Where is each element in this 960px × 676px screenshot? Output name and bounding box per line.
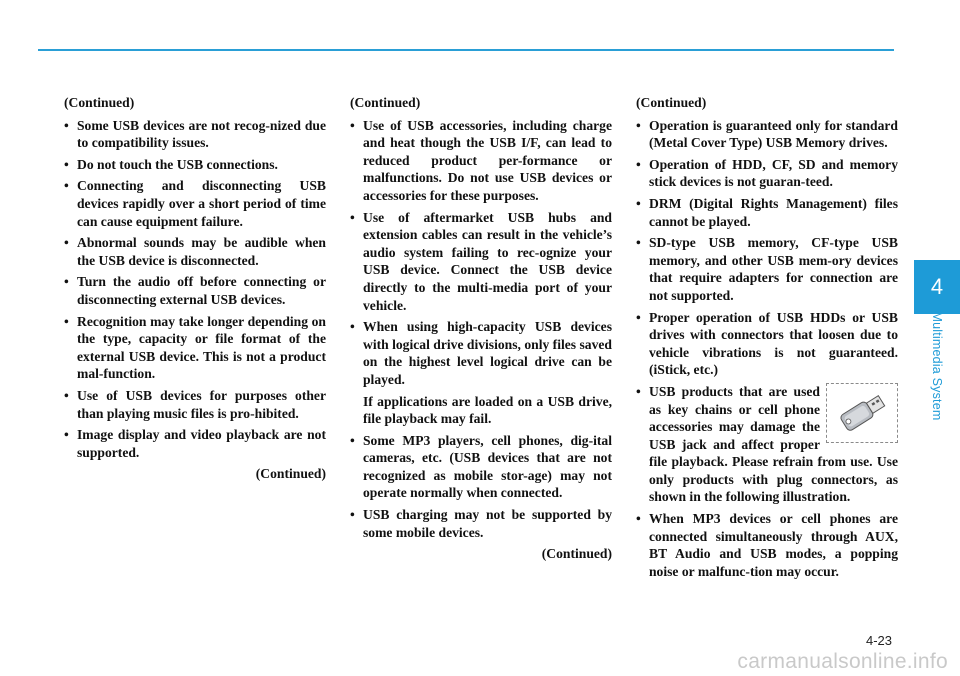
chapter-number: 4 [930, 274, 944, 299]
continued-heading: (Continued) [350, 95, 421, 110]
list-item-text: • When using high-capacity USB devices with logical drive divisions, only files saved on the highest level logical drive can be played. [363, 319, 612, 387]
list-item: • Turn the audio off before connecting or disconnecting external USB devices. [64, 273, 326, 308]
list-item: • Use of USB accessories, including charge and heat though the USB I/F, can lead to reduced product per-formance or malfunctions. Do not use USB devices or accessories for these purposes. [350, 117, 612, 205]
column-1 [64, 94, 326, 483]
continued-heading: (Continued) [636, 95, 707, 110]
list-item: • Proper operation of USB HDDs or USB drives with connectors that loosen due to vehicle vibrations is not guaranteed. (iStick, etc.) [636, 309, 898, 379]
list-item: • Image display and video playback are not supported. [64, 426, 326, 461]
list-item: • Use of aftermarket USB hubs and extension cables can result in the vehicle’s audio system failing to rec-ognize your USB device. Connect the USB device directly to the multi-media port of your vehicle. [350, 209, 612, 315]
list-item: • Some MP3 players, cell phones, dig-ital cameras, etc. (USB devices that are not recognized as mobile stor-age) may not operate normally when connected. [350, 432, 612, 502]
list-item-subparagraph: If applications are loaded on a USB drive, file playback may fail. [363, 393, 612, 427]
list-item: • USB charging may not be supported by some mobile devices. [350, 506, 612, 541]
continued-footer: (Continued) [255, 466, 326, 482]
page-number: 4-23 [865, 633, 892, 648]
list-item [636, 383, 898, 506]
list-item: • Operation is guaranteed only for standard (Metal Cover Type) USB Memory drives. [636, 117, 898, 152]
list-item: • Operation of HDD, CF, SD and memory stick devices is not guaran-teed. [636, 156, 898, 191]
list-item: • Use of USB devices for purposes other than playing music files is pro-hibited. [64, 387, 326, 422]
list-item: • Abnormal sounds may be audible when the USB device is disconnected. [64, 234, 326, 269]
list-item: • SD-type USB memory, CF-type USB memory, and other USB mem-ory devices that require adapters for connection are not supported. [636, 234, 898, 304]
continued-heading: (Continued) [64, 95, 135, 110]
usb-keychain-icon [826, 383, 898, 443]
list-item-text: USB products that are used as key chains or cell phone accessories may damage the USB jack and affect proper file playback. Please refrain from use. Use only products with plug connectors, as shown in the following illustration. [649, 383, 898, 505]
list-item: • Connecting and disconnecting USB devices rapidly over a short period of time can cause equipment failure. [64, 177, 326, 230]
bullet-list [636, 117, 898, 581]
list-item: • DRM (Digital Rights Management) files cannot be played. [636, 195, 898, 230]
list-item: • When MP3 devices or cell phones are connected simultaneously through AUX, BT Audio and USB modes, a popping noise or malfunc-tion may occur. [636, 510, 898, 580]
list-item: • Do not touch the USB connections. [64, 156, 326, 174]
list-item [350, 318, 612, 428]
continued-footer: (Continued) [541, 546, 612, 562]
column-2 [350, 94, 612, 563]
header-rule [38, 49, 894, 51]
chapter-label: Multimedia System [930, 311, 944, 421]
bullet-list [350, 117, 612, 542]
chapter-tab [914, 260, 960, 314]
list-item: • Recognition may take longer depending on the type, capacity or file format of the external USB device. This is not a product mal-function. [64, 313, 326, 383]
list-item: • Some USB devices are not recog-nized due to compatibility issues. [64, 117, 326, 152]
column-3 [636, 94, 898, 584]
watermark: carmanualsonline.info [737, 650, 948, 673]
bullet-list [64, 117, 326, 462]
